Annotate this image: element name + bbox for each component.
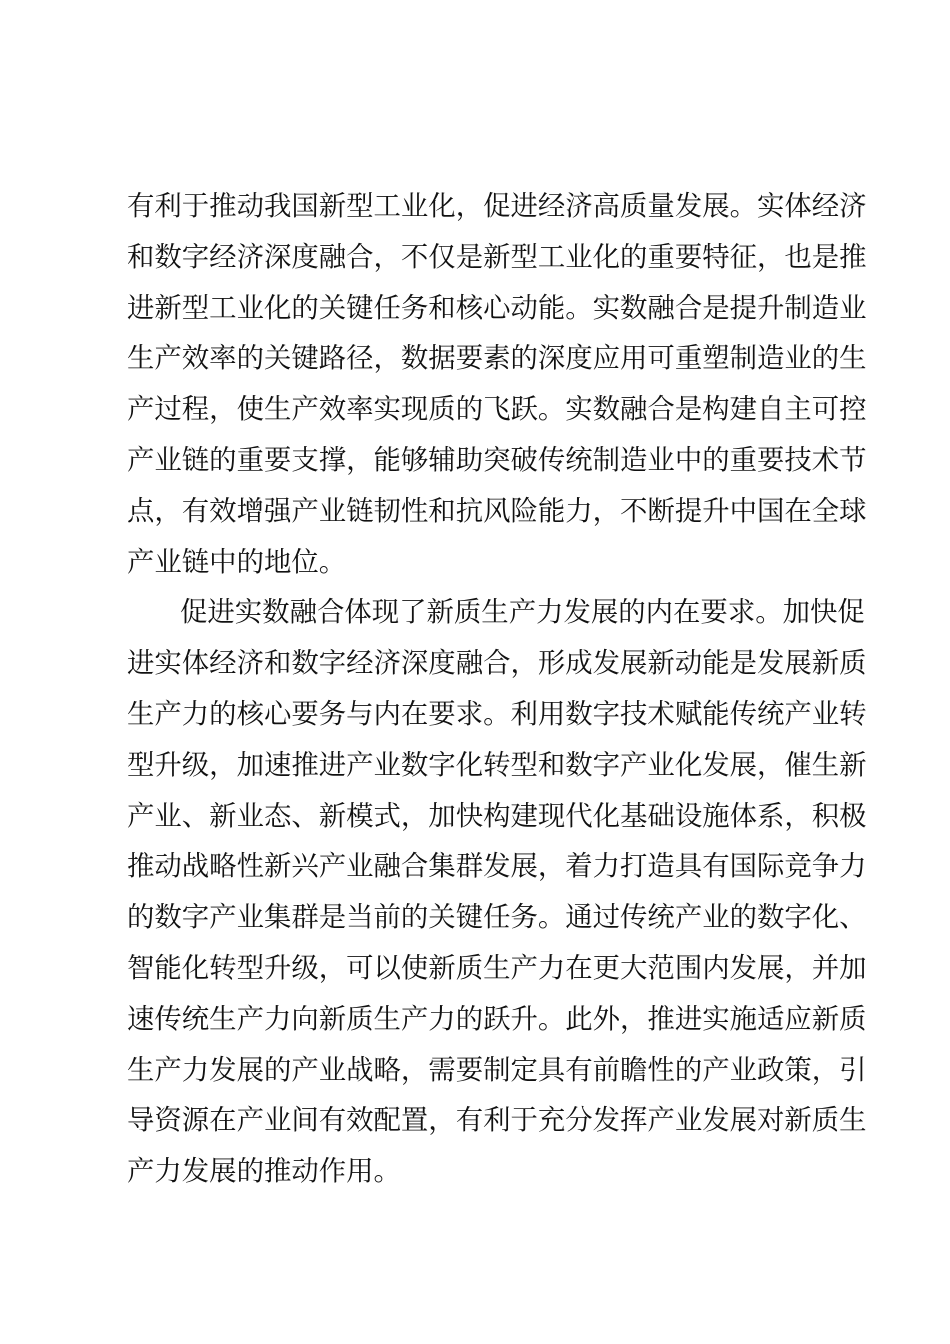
text-line: 型升级，加速推进产业数字化转型和数字产业化发展，催生新 (127, 749, 867, 781)
text-line: 生产效率的关键路径，数据要素的深度应用可重塑制造业的生 (127, 343, 867, 375)
text-line: 进新型工业化的关键任务和核心动能。实数融合是提升制造业 (127, 292, 867, 324)
text-line: 推动战略性新兴产业融合集群发展，着力打造具有国际竞争力 (127, 851, 867, 883)
text-line: 产业、新业态、新模式，加快构建现代化基础设施体系，积极 (127, 800, 867, 832)
text-line: 产业链的重要支撑，能够辅助突破传统制造业中的重要技术节 (127, 444, 867, 476)
paragraph-2 (127, 588, 867, 1198)
text-line: 智能化转型升级，可以使新质生产力在更大范围内发展，并加 (127, 952, 867, 984)
text-line: 速传统生产力向新质生产力的跃升。此外，推进实施适应新质 (127, 1003, 867, 1035)
text-line: 进实体经济和数字经济深度融合，形成发展新动能是发展新质 (127, 648, 867, 680)
text-line: 产过程，使生产效率实现质的飞跃。实数融合是构建自主可控 (127, 394, 867, 426)
text-line: 产业链中的地位。 (127, 546, 347, 578)
text-line-indented: 促进实数融合体现了新质生产力发展的内在要求。加快促 (180, 597, 865, 629)
text-line: 生产力的核心要务与内在要求。利用数字技术赋能传统产业转 (127, 698, 867, 730)
paragraph-1 (127, 182, 867, 588)
text-line: 有利于推动我国新型工业化，促进经济高质量发展。实体经济 (127, 191, 867, 222)
body-text (127, 182, 867, 1198)
text-line: 生产力发展的产业战略，需要制定具有前瞻性的产业政策，引 (127, 1054, 867, 1086)
text-line: 产力发展的推动作用。 (127, 1156, 401, 1188)
text-line: 导资源在产业间有效配置，有利于充分发挥产业发展对新质生 (127, 1105, 867, 1137)
text-line: 和数字经济深度融合，不仅是新型工业化的重要特征，也是推 (127, 241, 867, 273)
text-line: 点，有效增强产业链韧性和抗风险能力，不断提升中国在全球 (127, 495, 867, 527)
text-line: 的数字产业集群是当前的关键任务。通过传统产业的数字化、 (127, 902, 867, 934)
